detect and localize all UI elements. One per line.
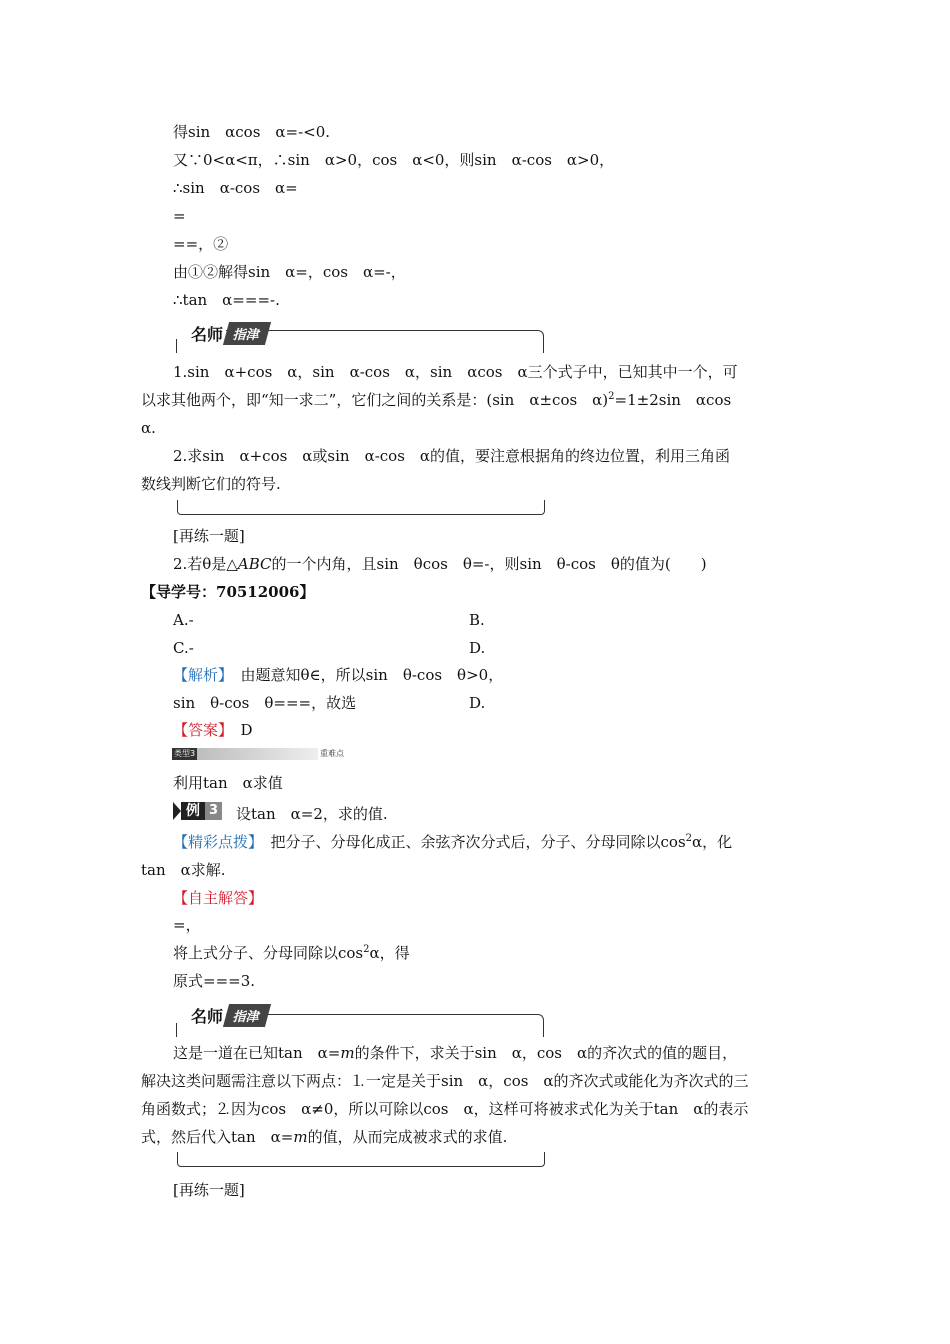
hint-tag: 【精彩点拨】: [173, 833, 256, 851]
tip2-line-1: 这是一道在已知tan α=m的条件下，求关于sin α，cos α的齐次式的值的题目，: [173, 1044, 738, 1062]
practice-heading-2: [再练一题]: [173, 1181, 245, 1199]
hint-line-1: 【精彩点拨】 把分子、分母化成正、余弦齐次分式后，分子、分母同除以$\cos^2\alpha$，化: [173, 833, 733, 851]
tip-box-bottom-2: [177, 1152, 545, 1167]
example3-text: 设tan α=2，求的值.: [236, 805, 388, 823]
type3-title: 利用tan α求值: [173, 774, 283, 792]
tip1-line-5: 数线判断它们的符号.: [141, 475, 281, 493]
analysis-choice: D.: [469, 694, 486, 712]
type3-bar-tag: 重难点: [320, 749, 344, 758]
solution-line-2: 又∵0<α<π，∴sin α>0，cos α<0，则sin α-cos α>0，: [173, 151, 615, 169]
tip-box-bottom-1: [177, 500, 545, 515]
option-d: D.: [469, 639, 486, 657]
tip1-line-2: 以求其他两个，即“知一求二”，它们之间的关系是：(sin α±cos α)$^2$=1±2sin αcos: [141, 391, 732, 409]
option-a: A.-: [173, 611, 194, 629]
tip-label-text: 名师: [177, 322, 226, 345]
solution-line-7: ∴tan α===-.: [173, 291, 280, 309]
tip-label-badge: 指津: [223, 1004, 271, 1027]
analysis-tag: 【解析】: [173, 666, 226, 684]
answer-line: 【答案】 D: [173, 721, 253, 739]
analysis-line-1: 【解析】 由题意知θ∈，所以sin θ-cos θ>0，: [173, 666, 504, 684]
option-b: B.: [469, 611, 485, 629]
tip1-line-4: 2.求sin α+cos α或sin α-cos α的值，要注意根据角的终边位置，利用三角函: [173, 447, 731, 465]
tip2-line-3: 角函数式；⒉因为cos α≠0，所以可除以cos α，这样可将被求式化为关于tan α的表示: [141, 1100, 749, 1118]
self-answer-line-3: 原式===3.: [173, 972, 256, 990]
example-badge: 例 3: [173, 801, 222, 821]
answer-tag: 【答案】: [173, 721, 226, 739]
self-answer-tag: 【自主解答】: [173, 889, 264, 907]
hint-line-2: tan α求解.: [141, 861, 226, 879]
solution-line-4: =: [173, 207, 186, 225]
tip-label-badge: 指津: [223, 322, 271, 345]
tip1-line-1: 1.sin α+cos α，sin α-cos α，sin αcos α三个式子中，已知其中一个，可: [173, 363, 738, 381]
tip-label-1: [177, 322, 268, 344]
solution-line-5: ==，②: [173, 235, 229, 253]
analysis-line-2: sin θ-cos θ===，故选: [173, 694, 357, 712]
solution-line-1: 得sin αcos α=-<0.: [173, 123, 331, 141]
solution-line-3: ∴sin α-cos α=: [173, 179, 298, 197]
solution-line-6: 由①②解得sin α=，cos α=-，: [173, 263, 406, 281]
type3-bar: [172, 748, 344, 760]
self-answer-line-2: 将上式分子、分母同除以$\cos^2\alpha$，得: [173, 944, 410, 962]
tip2-line-2: 解决这类问题需注意以下两点：⒈一定是关于sin α，cos α的齐次式或能化为齐次式的三: [141, 1072, 749, 1090]
tip-label-text: 名师: [177, 1004, 226, 1027]
type3-bar-label: 类型3: [174, 749, 196, 758]
practice1-question: 2.若θ是△ABC的一个内角，且sin θcos θ=-，则sin θ-cos θ的值为( ): [173, 555, 707, 573]
tip1-line-3: α.: [141, 419, 156, 437]
triangle-icon: [173, 802, 181, 820]
guide-number: 【导学号：70512006】: [141, 583, 315, 601]
option-c: C.-: [173, 639, 194, 657]
practice-heading-1: [再练一题]: [173, 527, 245, 545]
tip2-line-4: 式，然后代入tan α=m的值，从而完成被求式的求值.: [141, 1128, 508, 1146]
tip-label-2: [177, 1004, 268, 1026]
self-answer-line-1: =，: [173, 916, 201, 934]
type3-bar-fill: [197, 748, 318, 760]
